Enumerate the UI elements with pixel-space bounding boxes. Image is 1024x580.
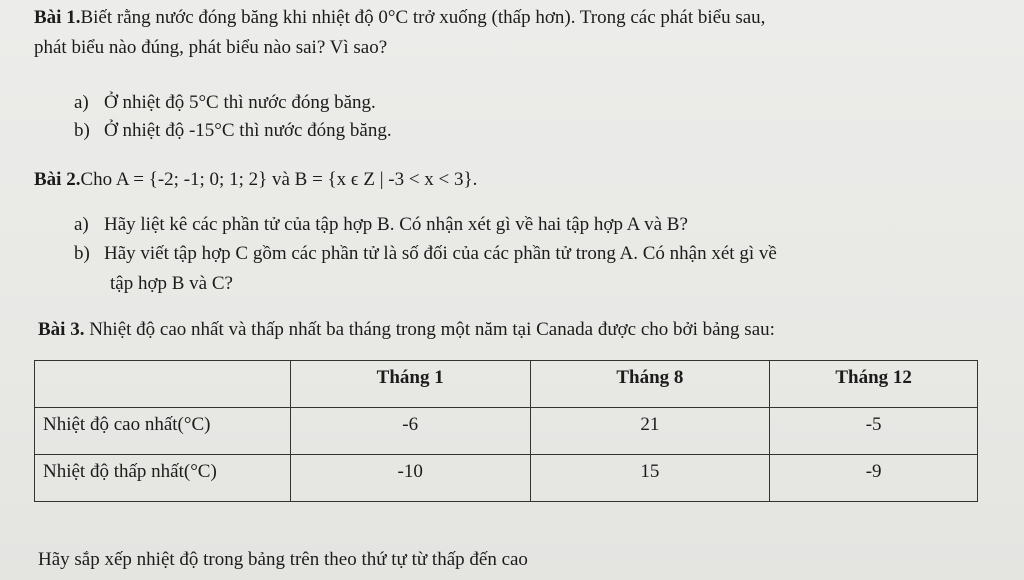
table-header-row (35, 361, 978, 408)
bai1-text-line1: Biết rằng nước đóng băng khi nhiệt độ 0°C trở xuống (thấp hơn). Trong các phát biểu sau, (80, 7, 766, 28)
bai1-item-a-text: Ở nhiệt độ 5°C thì nước đóng băng. (104, 92, 376, 113)
bai1-item-a-label: a) (74, 92, 89, 113)
cell-low-month-8: 15 (530, 455, 770, 502)
cell-high-month-12: -5 (770, 408, 978, 455)
table-header-month-1: Tháng 1 (290, 361, 530, 408)
bai2-item-b-text2: tập hợp B và C? (110, 273, 233, 294)
bai2-item-b (74, 242, 777, 266)
cell-high-month-1: -6 (290, 408, 530, 455)
bai1-heading: Bài 1. (34, 7, 81, 28)
bai3-question: Hãy sắp xếp nhiệt độ trong bảng trên theo thứ tự từ thấp đến cao (38, 549, 528, 570)
bai3-line (38, 318, 775, 342)
temperature-table (34, 360, 978, 502)
bai1-item-b (74, 119, 392, 143)
bai2-line (34, 168, 477, 192)
row-label-high: Nhiệt độ cao nhất(°C) (35, 408, 291, 455)
bai3-text: Nhiệt độ cao nhất và thấp nhất ba tháng trong một năm tại Canada được cho bởi bảng sau: (84, 319, 775, 340)
bai2-item-a-label: a) (74, 214, 89, 235)
row-label-low: Nhiệt độ thấp nhất(°C) (35, 455, 291, 502)
bai1-text-line2: phát biểu nào đúng, phát biểu nào sai? Vì sao? (34, 37, 388, 58)
bai1-item-b-label: b) (74, 120, 90, 141)
table-header-month-12: Tháng 12 (770, 361, 978, 408)
cell-low-month-1: -10 (290, 455, 530, 502)
table-header-empty (35, 361, 291, 408)
table-row (35, 408, 978, 455)
bai3-heading: Bài 3. (38, 319, 85, 340)
table-row (35, 455, 978, 502)
bai2-text: Cho A = {-2; -1; 0; 1; 2} và B = {x ϵ Z | -3 < x < 3}. (80, 169, 478, 190)
cell-low-month-12: -9 (770, 455, 978, 502)
bai2-item-a (74, 213, 688, 237)
bai2-item-a-text: Hãy liệt kê các phần tử của tập hợp B. Có nhận xét gì về hai tập hợp A và B? (104, 214, 688, 235)
bai2-item-b-label: b) (74, 243, 90, 264)
bai2-heading: Bài 2. (34, 169, 81, 190)
bai1-item-b-text: Ở nhiệt độ -15°C thì nước đóng băng. (104, 120, 392, 141)
bai1-item-a (74, 91, 376, 115)
bai2-item-b-text: Hãy viết tập hợp C gồm các phần tử là số đối của các phần tử trong A. Có nhận xét gì về (104, 243, 777, 264)
bai1-line1 (34, 6, 765, 30)
table-header-month-8: Tháng 8 (530, 361, 770, 408)
cell-high-month-8: 21 (530, 408, 770, 455)
